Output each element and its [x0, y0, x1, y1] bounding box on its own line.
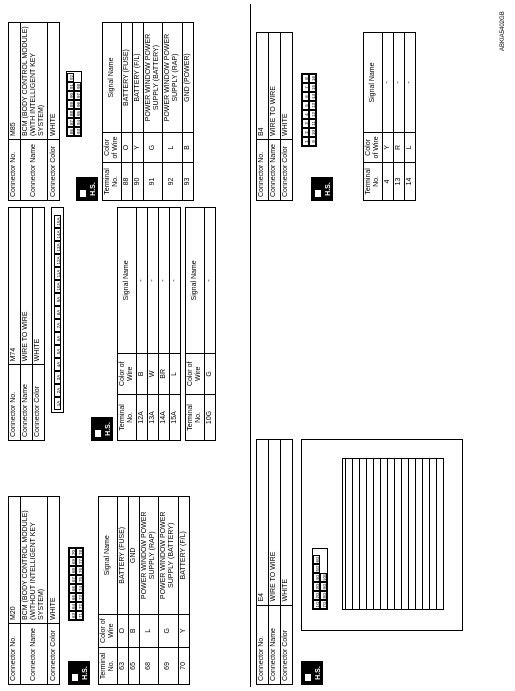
connector-pin: 7G — [322, 601, 327, 608]
table-row — [205, 208, 216, 441]
connector-pin: 95 — [76, 111, 82, 117]
color-cell: G — [144, 133, 163, 163]
terminal-no-header: Terminal No. — [99, 647, 118, 684]
connector-color-label: Connector Color — [48, 624, 60, 685]
connector-no-label: Connector No. — [257, 140, 269, 201]
connector-pin: 5G — [315, 565, 320, 572]
connector-color-value: WHITE — [281, 440, 293, 606]
signal-cell: - — [405, 33, 416, 133]
table-row — [140, 497, 159, 685]
connector-pin: 14A — [54, 228, 61, 241]
e4-cavity-block — [342, 458, 444, 610]
panel-m20 — [8, 496, 190, 685]
signal-cell: - — [394, 33, 405, 133]
signal-cell: POWER WINDOW POWER SUPPLY (BATTERY) — [144, 23, 163, 133]
e4-connector-diagram — [312, 548, 328, 610]
connector-pin: 4A — [54, 358, 61, 371]
connector-pin: 13A — [54, 241, 61, 254]
connector-pin: 7 — [302, 83, 309, 92]
connector-name-value: BCM (BODY CONTROL MODULE) (WITHOUT INTELLIGENT KEY SYSTEM) — [21, 497, 48, 624]
b4-terminal-table — [363, 32, 416, 201]
color-cell: Y — [178, 614, 189, 647]
signal-name-header: Signal Name — [186, 208, 205, 354]
connector-pin: 9A — [54, 293, 61, 306]
terminal-cell: 63 — [118, 647, 129, 684]
color-cell: W — [148, 353, 159, 394]
terminal-no-header: Terminal No. — [186, 394, 205, 440]
color-cell: B — [129, 614, 140, 647]
connector-pin: 3A — [54, 371, 61, 384]
connector-color-label: Connector Color — [281, 140, 293, 201]
connector-pin: 11 — [309, 119, 316, 128]
connector-pin: 4G — [315, 574, 320, 581]
connector-pin: 1G — [315, 601, 320, 608]
connector-pin: 12A — [54, 254, 61, 267]
signal-cell: BATTERY (F/L) — [178, 497, 189, 615]
connector-name-value: WIRE TO WIRE — [269, 33, 281, 140]
connector-name-label: Connector Name — [269, 140, 281, 201]
connector-pin: 9G — [322, 583, 327, 590]
connector-pin: 5A — [54, 345, 61, 358]
m85-terminal-table — [102, 22, 193, 201]
connector-pin: 97 — [76, 93, 82, 99]
connector-color-label: Connector Color — [33, 365, 45, 441]
terminal-cell: 88 — [122, 162, 133, 200]
table-row — [129, 497, 140, 685]
table-row — [394, 33, 405, 201]
table-row — [163, 23, 182, 201]
signal-cell: BATTERY (F/L) — [133, 23, 144, 133]
connector-pin: 16 — [311, 76, 316, 82]
connector-pin: 3G — [315, 583, 320, 590]
m74-connector-diagram — [51, 207, 64, 413]
connector-no-value: E4 — [257, 440, 269, 606]
connector-pin: 93 — [76, 129, 82, 135]
connector-name-value: WIRE TO WIRE — [21, 208, 33, 365]
connector-pin: 70 — [71, 550, 77, 556]
terminal-cell: 13A — [148, 394, 159, 440]
connector-pin: 2G — [315, 592, 320, 599]
hs-icon: H.S. — [91, 417, 113, 441]
hs-icon: H.S. — [311, 177, 333, 201]
terminal-no-header: Terminal No. — [364, 162, 383, 200]
connector-name-value: BCM (BODY CONTROL MODULE) (WITH INTELLIGENT KEY SYSTEM) — [21, 23, 48, 140]
m85-connector-diagram — [66, 71, 82, 137]
connector-pin: 8G — [322, 592, 327, 599]
connector-pin: 7A — [54, 319, 61, 332]
signal-cell: - — [170, 208, 181, 354]
table-row — [170, 208, 181, 441]
m20-header-table — [8, 496, 60, 685]
connector-color-value: WHITE — [48, 497, 60, 624]
connector-no-label: Connector No. — [9, 624, 21, 685]
connector-pin: 10 — [311, 130, 316, 136]
connector-pin: 6A — [54, 332, 61, 345]
connector-pin: 15 — [311, 85, 316, 91]
connector-pin: 98 — [76, 84, 82, 90]
signal-cell: GND — [129, 497, 140, 615]
connector-pin: 68 — [71, 568, 77, 574]
e4-header-table — [256, 439, 293, 685]
connector-color-value: WHITE — [48, 23, 60, 140]
table-row — [182, 23, 193, 201]
panel-m85 — [8, 22, 194, 201]
connector-no-label: Connector No. — [9, 365, 21, 441]
terminal-cell: 90 — [133, 162, 144, 200]
m74-terminal-table-2 — [185, 207, 216, 441]
terminal-cell: 15A — [170, 394, 181, 440]
table-row — [383, 33, 394, 201]
terminal-cell: 10G — [205, 394, 216, 440]
terminal-cell: 68 — [140, 647, 159, 684]
connector-pin: 6 — [302, 92, 309, 101]
connector-pin: 86 — [69, 129, 75, 135]
connector-pin: 13 — [311, 103, 316, 109]
connector-no-value: B4 — [257, 33, 269, 140]
section-divider — [250, 4, 251, 687]
connector-pin: 65 — [71, 595, 77, 601]
connector-pin: 15A — [54, 215, 61, 228]
table-row — [144, 23, 163, 201]
connector-pin: 63 — [71, 613, 77, 619]
hs-icon: H.S. — [301, 661, 323, 685]
signal-cell: - — [137, 208, 148, 354]
connector-pin: 72 — [78, 604, 84, 610]
connector-pin: 78 — [78, 550, 84, 556]
panel-b4 — [256, 32, 416, 201]
color-cell: BR — [159, 353, 170, 394]
connector-pin: 10A — [54, 280, 61, 293]
connector-pin: 91 — [69, 84, 75, 90]
connector-name-label: Connector Name — [21, 365, 33, 441]
connector-pin: 77 — [78, 559, 84, 565]
wire-color-header: Color of Wire — [186, 353, 205, 394]
panel-e4 — [256, 439, 463, 685]
table-row — [405, 33, 416, 201]
terminal-cell: 65 — [129, 647, 140, 684]
connector-pin: 64 — [71, 604, 77, 610]
terminal-cell: 14 — [405, 162, 416, 200]
connector-pin: 14 — [311, 94, 316, 100]
terminal-cell: 14A — [159, 394, 170, 440]
color-cell: Y — [133, 133, 144, 163]
m20-connector-diagram — [68, 547, 84, 621]
connector-name-label: Connector Name — [21, 140, 48, 201]
signal-cell: BATTERY (FUSE) — [118, 497, 129, 615]
b4-header-table — [256, 32, 293, 201]
color-cell: L — [170, 353, 181, 394]
connector-name-value: WIRE TO WIRE — [269, 440, 281, 606]
terminal-cell: 12A — [137, 394, 148, 440]
hs-icon: H.S. — [68, 661, 90, 685]
color-cell: R — [394, 133, 405, 163]
connector-pin: 1 — [302, 137, 309, 146]
terminal-cell: 70 — [178, 647, 189, 684]
e4-connector-body — [301, 439, 463, 631]
connector-pin: 2 — [302, 128, 309, 137]
connector-pin: 67 — [71, 577, 77, 583]
terminal-cell: 4 — [383, 162, 394, 200]
table-row — [118, 497, 129, 685]
connector-pin: 69 — [71, 559, 77, 565]
terminal-cell: 69 — [159, 647, 178, 684]
panel-m74 — [8, 207, 216, 441]
connector-color-value: WHITE — [281, 33, 293, 140]
signal-cell: POWER WINDOW POWER SUPPLY (RAP) — [140, 497, 159, 615]
table-row — [159, 497, 178, 685]
color-cell: Y — [383, 133, 394, 163]
wire-color-header: Color of Wire — [99, 614, 118, 647]
table-row — [178, 497, 189, 685]
connector-pin: 94 — [76, 120, 82, 126]
connector-pin: 6G — [315, 556, 320, 563]
connector-pin: 11A — [54, 267, 61, 280]
color-cell: O — [122, 133, 133, 163]
connector-pin: 4 — [302, 110, 309, 119]
table-row — [159, 208, 170, 441]
signal-name-header: Signal Name — [103, 23, 122, 133]
b4-connector-diagram — [301, 73, 317, 147]
connector-no-value: M20 — [9, 497, 21, 624]
connector-pin: 87 — [69, 120, 75, 126]
table-row — [133, 23, 144, 201]
terminal-no-header: Terminal No. — [118, 394, 137, 440]
signal-cell: POWER WINDOW POWER SUPPLY (BATTERY) — [159, 497, 178, 615]
wire-color-header: Color of Wire — [118, 353, 137, 394]
figure-code: ABKIA5402GB — [500, 11, 506, 51]
connector-name-label: Connector Name — [21, 624, 48, 685]
table-row — [137, 208, 148, 441]
m85-header-table — [8, 22, 60, 201]
connector-pin: 5 — [302, 101, 309, 110]
connector-pin: 75 — [78, 577, 84, 583]
signal-cell: - — [205, 208, 216, 354]
signal-cell: POWER WINDOW POWER SUPPLY (RAP) — [163, 23, 182, 133]
signal-cell: GND (POWER) — [182, 23, 193, 133]
connector-pin: 1A — [54, 397, 61, 410]
connector-name-label: Connector Name — [269, 605, 281, 684]
connector-pin: 8 — [302, 74, 309, 83]
connector-no-value: M85 — [9, 23, 21, 140]
connector-pin: 96 — [76, 102, 82, 108]
signal-name-header: Signal Name — [99, 497, 118, 615]
connector-pin: 76 — [78, 568, 84, 574]
connector-pin: 2A — [54, 384, 61, 397]
terminal-no-header: Terminal No. — [103, 162, 122, 200]
connector-color-label: Connector Color — [48, 140, 60, 201]
connector-pin: 90 — [69, 93, 75, 99]
connector-pin: 9 — [309, 137, 316, 146]
connector-color-value: WHITE — [33, 208, 45, 365]
terminal-cell: 92 — [163, 162, 182, 200]
signal-name-header: Signal Name — [118, 208, 137, 354]
wire-color-header: Color of Wire — [364, 133, 383, 163]
m74-terminal-table — [117, 207, 181, 441]
connector-no-value: M74 — [9, 208, 21, 365]
color-cell: G — [159, 614, 178, 647]
terminal-cell: 13 — [394, 162, 405, 200]
signal-cell: - — [148, 208, 159, 354]
color-cell: L — [163, 133, 182, 163]
signal-cell: BATTERY (FUSE) — [122, 23, 133, 133]
signal-cell: - — [383, 33, 394, 133]
color-cell: L — [140, 614, 159, 647]
connector-pin: 3 — [302, 119, 309, 128]
connector-pin: 74 — [78, 586, 84, 592]
connector-no-label: Connector No. — [257, 605, 269, 684]
wire-color-header: Color of Wire — [103, 133, 122, 163]
terminal-cell: 91 — [144, 162, 163, 200]
connector-pin: 8A — [54, 306, 61, 319]
signal-name-header: Signal Name — [364, 33, 383, 133]
connector-pin: 73 — [78, 595, 84, 601]
connector-pin: 10G — [322, 572, 327, 581]
connector-pin: 92 — [69, 75, 75, 81]
terminal-cell: 93 — [182, 162, 193, 200]
table-row — [148, 208, 159, 441]
connector-pin: 66 — [71, 586, 77, 592]
hs-icon: H.S. — [76, 177, 98, 201]
m74-header-table — [8, 207, 45, 441]
table-row — [122, 23, 133, 201]
color-cell: O — [118, 614, 129, 647]
connector-color-label: Connector Color — [281, 605, 293, 684]
color-cell: G — [205, 353, 216, 394]
connector-pin: 71 — [78, 613, 84, 619]
color-cell: L — [405, 133, 416, 163]
m20-terminal-table — [98, 496, 189, 685]
signal-cell: - — [159, 208, 170, 354]
color-cell: B — [182, 133, 193, 163]
connector-no-label: Connector No. — [9, 140, 21, 201]
connector-pin: 88 — [69, 111, 75, 117]
connector-pin: 12 — [311, 112, 316, 118]
color-cell: B — [137, 353, 148, 394]
connector-pin: 89 — [69, 102, 75, 108]
